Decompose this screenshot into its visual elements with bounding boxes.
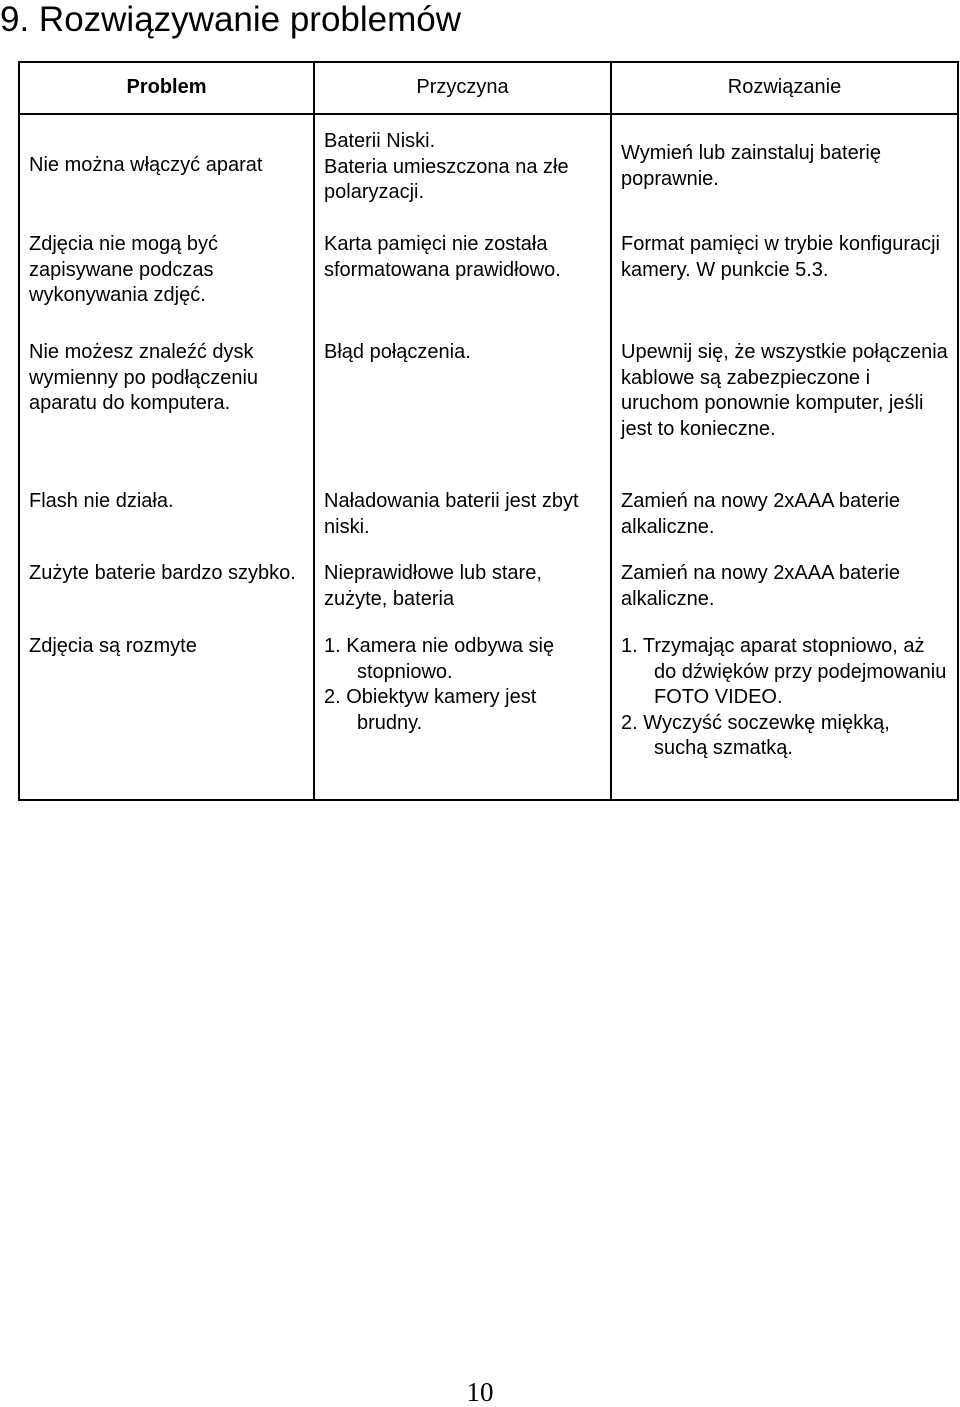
problem-text: Zdjęcia nie mogą być zapisywane podczas wykonywania zdjęć. xyxy=(29,233,218,306)
cause-cell xyxy=(314,114,611,218)
problem-text: Flash nie działa. xyxy=(29,490,174,512)
cause-cell xyxy=(314,629,611,800)
problem-text: Nie można włączyć aparat xyxy=(29,154,263,176)
problem-cell xyxy=(19,114,314,218)
header-solution: Rozwiązanie xyxy=(611,62,958,114)
problem-text: Nie możesz znaleźć dysk wymienny po podłączeniu aparatu do komputera. xyxy=(29,341,259,414)
cause-text: Błąd połączenia. xyxy=(324,341,471,363)
table-row xyxy=(19,629,958,800)
solution-text: Format pamięci w trybie konfiguracji kamery. W punkcie 5.3. xyxy=(621,233,940,281)
cause-cell xyxy=(314,332,611,481)
troubleshooting-table xyxy=(18,61,959,801)
cause-cell xyxy=(314,481,611,553)
solution-list xyxy=(621,634,948,762)
problem-cell xyxy=(19,629,314,800)
solution-cell xyxy=(611,553,958,629)
problem-cell xyxy=(19,218,314,332)
list-item: 1. Kamera nie odbywa się stopniowo. xyxy=(324,635,555,683)
solution-text: Zamień na nowy 2xAAA baterie alkaliczne. xyxy=(621,490,901,538)
page-title: 9. Rozwiązywanie problemów xyxy=(0,0,462,39)
table-row xyxy=(19,218,958,332)
table-row xyxy=(19,481,958,553)
cause-text: Karta pamięci nie została sformatowana prawidłowo. xyxy=(324,233,561,281)
solution-cell xyxy=(611,332,958,481)
problem-cell xyxy=(19,332,314,481)
solution-text: Upewnij się, że wszystkie połączenia kablowe są zabezpieczone i uruchom ponownie komputer, jeśli jest to konieczne. xyxy=(621,341,948,440)
cause-cell xyxy=(314,218,611,332)
solution-text: Wymień lub zainstaluj baterię poprawnie. xyxy=(621,142,881,190)
list-item: 1. Trzymając aparat stopniowo, aż do dźwięków przy podejmowaniu FOTO VIDEO. xyxy=(621,635,947,708)
page-number: 10 xyxy=(466,1377,494,1407)
problem-text: Zużyte baterie bardzo szybko. xyxy=(29,562,296,584)
list-item: 2. Obiektyw kamery jest brudny. xyxy=(324,686,537,734)
list-item: 2. Wyczyść soczewkę miękką, suchą szmatką. xyxy=(621,711,890,759)
table-row xyxy=(19,553,958,629)
cause-text: Naładowania baterii jest zbyt niski. xyxy=(324,490,579,538)
solution-cell xyxy=(611,218,958,332)
problem-cell xyxy=(19,553,314,629)
cause-text: Baterii Niski. Bateria umieszczona na złe polaryzacji. xyxy=(324,130,569,203)
solution-cell xyxy=(611,629,958,800)
cause-cell xyxy=(314,553,611,629)
header-cause: Przyczyna xyxy=(314,62,611,114)
cause-list xyxy=(324,634,601,736)
table-row xyxy=(19,114,958,218)
solution-text: Zamień na nowy 2xAAA baterie alkaliczne. xyxy=(621,562,901,610)
cause-text: Nieprawidłowe lub stare, zużyte, bateria xyxy=(324,562,542,610)
problem-text: Zdjęcia są rozmyte xyxy=(29,635,197,657)
problem-cell xyxy=(19,481,314,553)
solution-cell xyxy=(611,114,958,218)
table-row xyxy=(19,332,958,481)
table-header-row xyxy=(19,62,958,114)
solution-cell xyxy=(611,481,958,553)
header-problem: Problem xyxy=(19,62,314,114)
